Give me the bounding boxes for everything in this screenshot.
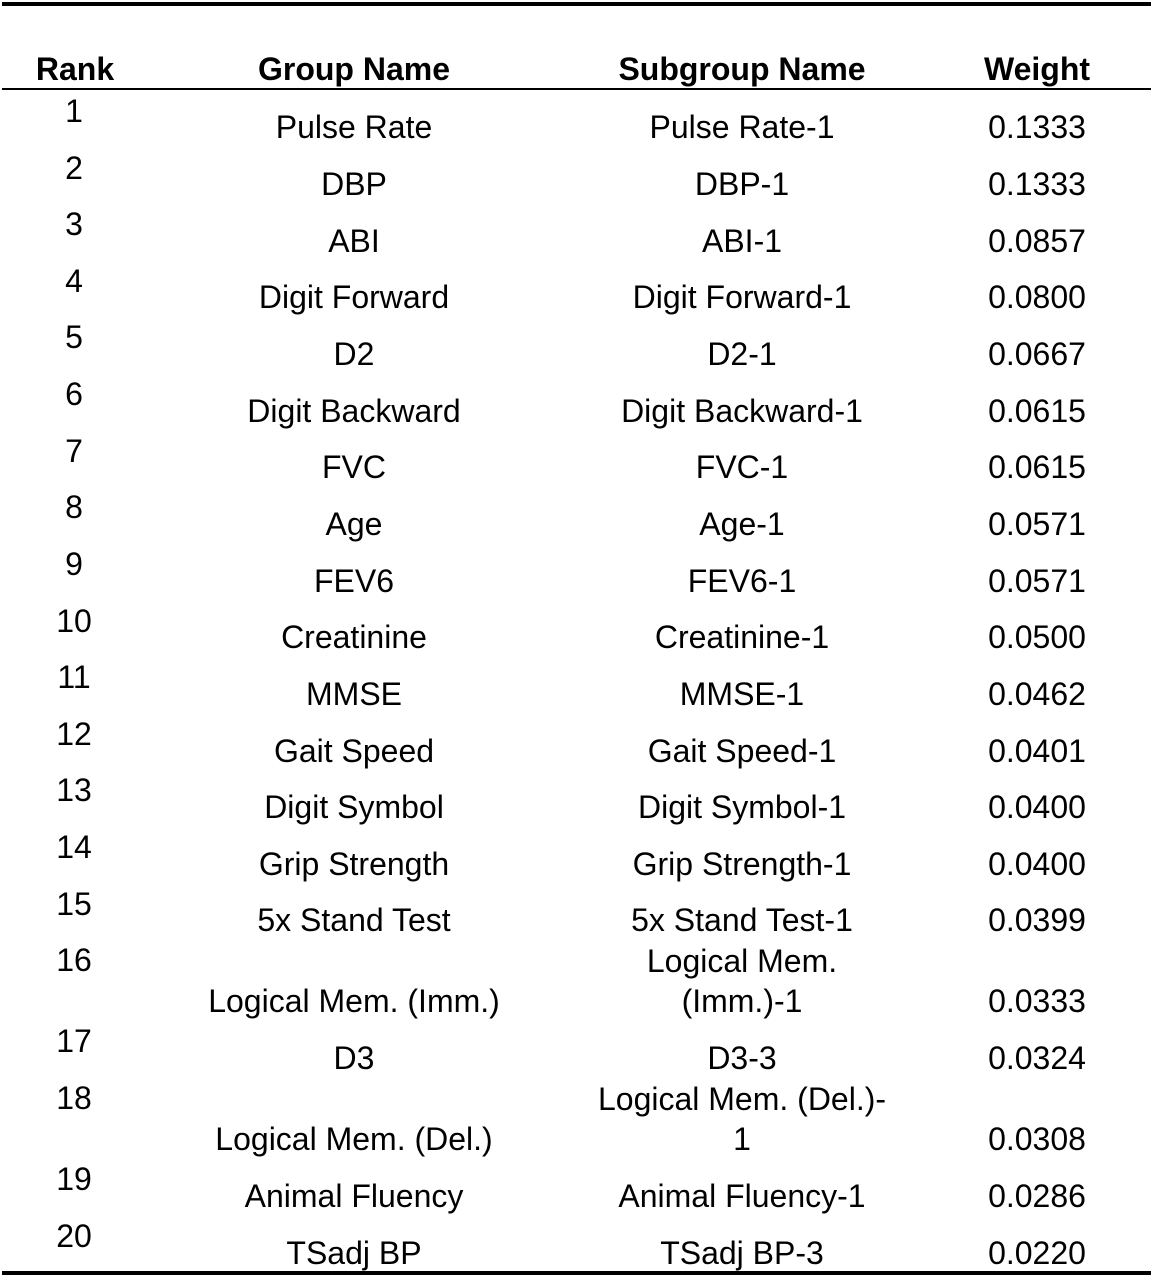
subgroup-name-cell: TSadj BP-3: [660, 1235, 824, 1271]
weight-cell: 0.0400: [988, 846, 1086, 882]
header-group-name: Group Name: [257, 51, 451, 87]
subgroup-name-cell: MMSE-1: [679, 676, 805, 712]
rank-cell: 15: [56, 886, 92, 922]
group-name-cell: DBP: [321, 166, 387, 202]
weight-cell: 0.0308: [988, 1121, 1086, 1157]
weight-cell: 0.0399: [988, 902, 1086, 938]
subgroup-name-cell: Age-1: [699, 506, 785, 542]
subgroup-name-cell: (Imm.)-1: [681, 983, 803, 1019]
group-name-cell: TSadj BP: [286, 1235, 422, 1271]
weight-cell: 0.0571: [988, 563, 1086, 599]
group-name-cell: Logical Mem. (Del.): [215, 1121, 493, 1157]
weight-cell: 0.0500: [988, 619, 1086, 655]
rank-cell: 12: [56, 716, 92, 752]
rank-cell: 17: [56, 1023, 92, 1059]
weight-cell: 0.0220: [988, 1235, 1086, 1271]
weight-cell: 0.0800: [988, 279, 1086, 315]
rank-cell: 6: [65, 376, 83, 412]
group-name-cell: D2: [333, 336, 375, 372]
header-rank: Rank: [35, 51, 115, 87]
table-top-rule: [2, 2, 1151, 6]
subgroup-name-cell: D2-1: [707, 336, 777, 372]
subgroup-name-cell: Digit Backward-1: [621, 393, 863, 429]
subgroup-name-cell: Grip Strength-1: [632, 846, 852, 882]
rank-cell: 3: [65, 206, 83, 242]
group-name-cell: 5x Stand Test: [257, 902, 451, 938]
group-name-cell: Digit Forward: [258, 279, 450, 315]
group-name-cell: Creatinine: [281, 619, 427, 655]
rank-cell: 2: [65, 150, 83, 186]
rank-cell: 1: [65, 93, 83, 129]
rank-cell: 19: [56, 1161, 92, 1197]
group-name-cell: Grip Strength: [258, 846, 450, 882]
subgroup-name-cell: Creatinine-1: [654, 619, 830, 655]
header-weight: Weight: [983, 51, 1091, 87]
group-name-cell: Animal Fluency: [244, 1178, 464, 1214]
weight-cell: 0.0615: [988, 449, 1086, 485]
subgroup-name-cell: ABI-1: [701, 223, 783, 259]
rank-cell: 18: [56, 1080, 92, 1116]
weight-cell: 0.0324: [988, 1040, 1086, 1076]
weight-cell: 0.0401: [988, 733, 1086, 769]
rank-cell: 7: [65, 433, 83, 469]
subgroup-name-cell: Logical Mem.: [646, 943, 838, 979]
rank-cell: 5: [65, 319, 83, 355]
weight-cell: 0.0857: [988, 223, 1086, 259]
group-name-cell: MMSE: [306, 676, 402, 712]
group-name-cell: Gait Speed: [273, 733, 435, 769]
group-name-cell: D3: [333, 1040, 375, 1076]
group-name-cell: FVC: [322, 449, 386, 485]
rank-cell: 16: [56, 942, 92, 978]
subgroup-name-cell: 5x Stand Test-1: [631, 902, 853, 938]
weight-cell: 0.0462: [988, 676, 1086, 712]
weight-cell: 0.0667: [988, 336, 1086, 372]
subgroup-name-cell: Animal Fluency-1: [618, 1178, 866, 1214]
subgroup-name-cell: FEV6-1: [687, 563, 797, 599]
weight-cell: 0.1333: [988, 109, 1086, 145]
weight-cell: 0.0400: [988, 789, 1086, 825]
rank-cell: 10: [56, 603, 92, 639]
rank-cell: 11: [57, 659, 91, 695]
table-header-rule: [2, 88, 1151, 90]
weight-cell: 0.1333: [988, 166, 1086, 202]
rank-cell: 20: [56, 1218, 92, 1254]
subgroup-name-cell: FVC-1: [695, 449, 789, 485]
group-name-cell: ABI: [328, 223, 380, 259]
rank-cell: 14: [56, 829, 92, 865]
subgroup-name-cell: Pulse Rate-1: [649, 109, 835, 145]
weight-cell: 0.0571: [988, 506, 1086, 542]
group-name-cell: FEV6: [313, 563, 395, 599]
subgroup-name-cell: Logical Mem. (Del.)-: [597, 1081, 887, 1117]
subgroup-name-cell: 1: [733, 1121, 751, 1157]
group-name-cell: Digit Symbol: [264, 789, 444, 825]
rank-cell: 4: [65, 263, 83, 299]
rank-cell: 13: [56, 772, 92, 808]
header-subgroup-name: Subgroup Name: [618, 51, 866, 87]
subgroup-name-cell: Digit Forward-1: [632, 279, 852, 315]
group-name-cell: Pulse Rate: [275, 109, 433, 145]
group-name-cell: Digit Backward: [247, 393, 461, 429]
rank-cell: 9: [65, 546, 83, 582]
rank-cell: 8: [65, 489, 83, 525]
subgroup-name-cell: DBP-1: [694, 166, 790, 202]
group-name-cell: Age: [325, 506, 383, 542]
subgroup-name-cell: D3-3: [707, 1040, 777, 1076]
subgroup-name-cell: Digit Symbol-1: [637, 789, 847, 825]
weight-cell: 0.0615: [988, 393, 1086, 429]
subgroup-name-cell: Gait Speed-1: [647, 733, 837, 769]
weight-cell: 0.0286: [988, 1178, 1086, 1214]
group-name-cell: Logical Mem. (Imm.): [208, 983, 500, 1019]
table-bottom-rule: [2, 1271, 1151, 1275]
weight-cell: 0.0333: [988, 983, 1086, 1019]
